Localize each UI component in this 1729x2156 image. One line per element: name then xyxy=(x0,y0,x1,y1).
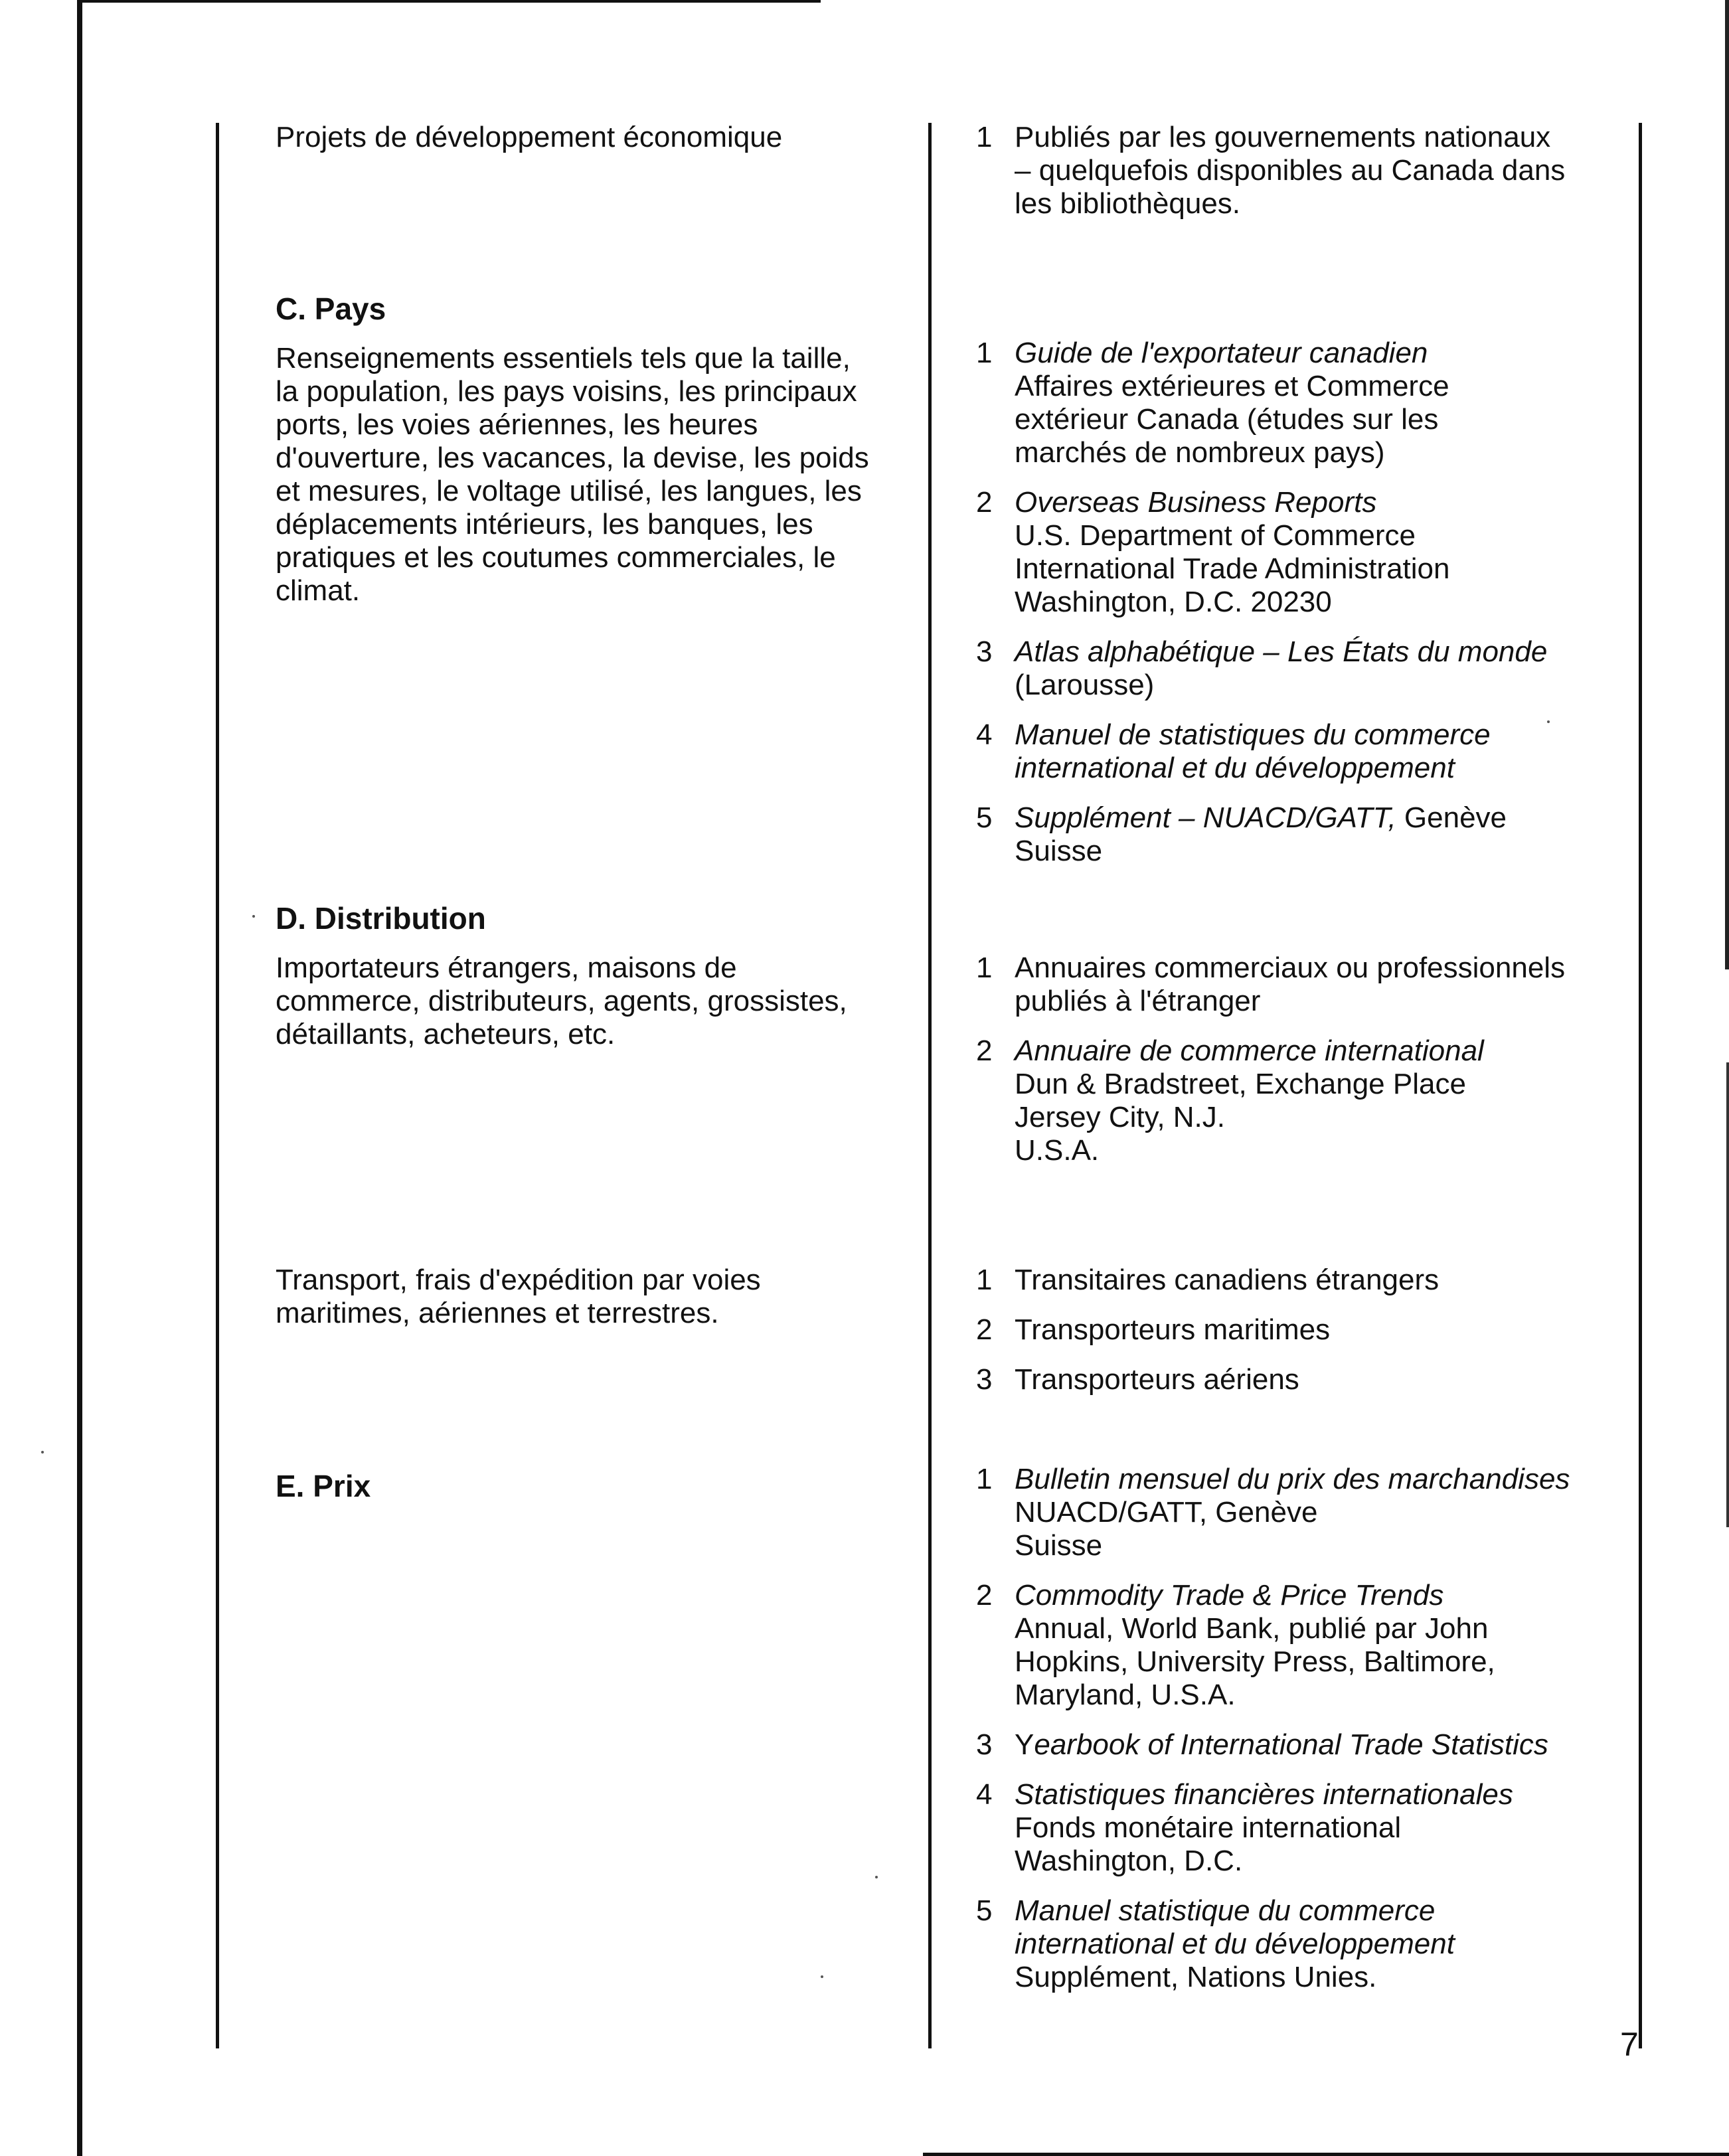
reference-item xyxy=(976,486,1587,619)
reference-line xyxy=(1015,187,1587,220)
reference-line xyxy=(1015,403,1587,436)
reference-line xyxy=(1015,121,1587,154)
reference-line xyxy=(1015,486,1587,519)
reference-text: Annual, World Bank, publié par John xyxy=(1015,1612,1489,1645)
reference-line xyxy=(1015,1928,1587,1961)
reference-item xyxy=(976,718,1587,785)
refs-prix xyxy=(976,1463,1587,2011)
reference-item xyxy=(976,1313,1587,1347)
reference-line xyxy=(1015,1728,1587,1762)
reference-number: 1 xyxy=(976,1463,993,1495)
reference-title: earbook of International Trade Statistics xyxy=(1034,1728,1548,1761)
reference-line xyxy=(1015,1845,1587,1878)
reference-line xyxy=(1015,1035,1587,1068)
reference-line xyxy=(1015,1612,1587,1645)
reference-number: 2 xyxy=(976,486,993,519)
reference-text: Washington, D.C. 20230 xyxy=(1015,586,1332,618)
section-heading-pays: C. Pays xyxy=(276,291,386,326)
distribution-description: Importateurs étrangers, maisons de commerce, distributeurs, agents, grossistes, détaillants, acheteurs, etc. xyxy=(276,952,847,1050)
reference-item xyxy=(976,337,1587,469)
reference-line xyxy=(1015,519,1587,552)
scan-edge-right-lower xyxy=(1726,1062,1729,1527)
scan-edge-top xyxy=(77,0,821,3)
scan-speck xyxy=(41,1451,44,1453)
reference-text: Transporteurs maritimes xyxy=(1015,1313,1331,1346)
reference-text: extérieur Canada (études sur les xyxy=(1015,403,1439,436)
reference-line xyxy=(1015,1679,1587,1712)
reference-line xyxy=(1015,718,1587,752)
reference-body xyxy=(1015,486,1587,619)
reference-text: Supplément, Nations Unies. xyxy=(1015,1961,1377,1993)
reference-line xyxy=(1015,1101,1587,1134)
reference-text: Washington, D.C. xyxy=(1015,1845,1243,1877)
reference-text: les bibliothèques. xyxy=(1015,187,1241,220)
reference-body xyxy=(1015,718,1587,785)
reference-body xyxy=(1015,1313,1587,1347)
reference-body xyxy=(1015,1035,1587,1167)
reference-text: Affaires extérieures et Commerce xyxy=(1015,370,1449,402)
reference-body xyxy=(1015,1463,1587,1562)
reference-number: 2 xyxy=(976,1313,993,1346)
reference-text: U.S. Department of Commerce xyxy=(1015,519,1416,552)
reference-text: marchés de nombreux pays) xyxy=(1015,436,1385,469)
reference-title: Bulletin mensuel du prix des marchandises xyxy=(1015,1463,1570,1495)
reference-line xyxy=(1015,635,1587,669)
reference-text: Jersey City, N.J. xyxy=(1015,1101,1226,1133)
reference-body xyxy=(1015,801,1587,868)
reference-line xyxy=(1015,370,1587,403)
reference-text: Fonds monétaire international xyxy=(1015,1811,1402,1844)
reference-text: Y xyxy=(1015,1728,1034,1761)
reference-number: 3 xyxy=(976,635,993,668)
reference-text: (Larousse) xyxy=(1015,669,1155,701)
reference-line xyxy=(1015,1529,1587,1562)
reference-line xyxy=(1015,1363,1587,1396)
reference-body xyxy=(1015,635,1587,702)
reference-text: Annuaires commerciaux ou professionnels xyxy=(1015,952,1566,984)
reference-title: Commodity Trade & Price Trends xyxy=(1015,1579,1444,1612)
section-heading-prix: E. Prix xyxy=(276,1469,371,1503)
reference-line xyxy=(1015,985,1587,1018)
reference-body xyxy=(1015,1264,1587,1297)
reference-text: Dun & Bradstreet, Exchange Place xyxy=(1015,1068,1466,1100)
reference-number: 3 xyxy=(976,1363,993,1396)
reference-number: 1 xyxy=(976,1264,993,1296)
reference-body xyxy=(1015,1894,1587,1994)
reference-number: 2 xyxy=(976,1035,993,1067)
reference-body xyxy=(1015,1778,1587,1878)
refs-transport xyxy=(976,1264,1587,1413)
reference-item xyxy=(976,1579,1587,1712)
reference-number: 4 xyxy=(976,718,993,751)
reference-text: Transporteurs aériens xyxy=(1015,1363,1299,1396)
reference-line xyxy=(1015,586,1587,619)
reference-text: Hopkins, University Press, Baltimore, xyxy=(1015,1645,1495,1678)
reference-title: Manuel statistique du commerce xyxy=(1015,1894,1436,1927)
transport-description: Transport, frais d'expédition par voies maritimes, aériennes et terrestres. xyxy=(276,1264,761,1329)
reference-text: – quelquefois disponibles au Canada dans xyxy=(1015,154,1566,187)
reference-body xyxy=(1015,1728,1587,1762)
reference-title: international et du développement xyxy=(1015,1928,1455,1960)
scan-speck xyxy=(821,1975,823,1978)
reference-text: publiés à l'étranger xyxy=(1015,985,1261,1017)
reference-line xyxy=(1015,1645,1587,1679)
reference-number: 1 xyxy=(976,952,993,984)
column-rule-left xyxy=(216,123,219,2048)
reference-number: 3 xyxy=(976,1728,993,1761)
reference-body xyxy=(1015,1579,1587,1712)
pays-description: Renseignements essentiels tels que la taille, la population, les pays voisins, les principaux ports, les voies aériennes, les heures d'ouverture, les vacances, la devise, les poids et mesures, le voltage utilisé, les langues, les déplacements intérieurs, les banques, les pratiques et les coutumes commerciales, le climat. xyxy=(276,342,869,607)
reference-line xyxy=(1015,436,1587,469)
reference-body xyxy=(1015,121,1587,220)
reference-line xyxy=(1015,1068,1587,1101)
reference-number: 5 xyxy=(976,801,993,834)
reference-item xyxy=(976,1463,1587,1562)
reference-line xyxy=(1015,1894,1587,1928)
reference-line xyxy=(1015,1961,1587,1994)
reference-item xyxy=(976,952,1587,1018)
reference-text: U.S.A. xyxy=(1015,1134,1100,1167)
reference-line xyxy=(1015,1811,1587,1845)
reference-number: 2 xyxy=(976,1579,993,1612)
reference-text: Publiés par les gouvernements nationaux xyxy=(1015,121,1551,153)
reference-title: Manuel de statistiques du commerce xyxy=(1015,718,1491,751)
scan-speck xyxy=(875,1876,878,1878)
column-rule-middle xyxy=(928,123,932,2048)
reference-item xyxy=(976,1264,1587,1297)
reference-title: Overseas Business Reports xyxy=(1015,486,1377,519)
refs-projets xyxy=(976,121,1587,237)
reference-text: Genève xyxy=(1396,801,1507,834)
reference-text: NUACD/GATT, Genève xyxy=(1015,1496,1318,1529)
scan-edge-right xyxy=(1725,0,1729,969)
reference-line xyxy=(1015,154,1587,187)
reference-line xyxy=(1015,1264,1587,1297)
page-number: 7 xyxy=(1620,2026,1639,2063)
scan-edge-left xyxy=(77,0,82,2156)
reference-title: Statistiques financières internationales xyxy=(1015,1778,1513,1811)
column-rule-right xyxy=(1639,123,1642,2048)
reference-item xyxy=(976,801,1587,868)
reference-line xyxy=(1015,752,1587,785)
section-heading-distribution: D. Distribution xyxy=(276,901,486,936)
reference-number: 4 xyxy=(976,1778,993,1811)
scan-speck xyxy=(252,915,255,918)
reference-body xyxy=(1015,1363,1587,1396)
reference-title: Atlas alphabétique – Les États du monde xyxy=(1015,635,1548,668)
reference-item xyxy=(976,1778,1587,1878)
reference-line xyxy=(1015,1313,1587,1347)
reference-title: Annuaire de commerce international xyxy=(1015,1035,1484,1067)
reference-line xyxy=(1015,952,1587,985)
refs-pays xyxy=(976,337,1587,884)
reference-line xyxy=(1015,1463,1587,1496)
reference-item xyxy=(976,635,1587,702)
reference-line xyxy=(1015,1579,1587,1612)
reference-line xyxy=(1015,669,1587,702)
reference-item xyxy=(976,1363,1587,1396)
reference-item xyxy=(976,1894,1587,1994)
reference-line xyxy=(1015,1496,1587,1529)
reference-title: Guide de l'exportateur canadien xyxy=(1015,337,1428,369)
reference-number: 1 xyxy=(976,337,993,369)
reference-line xyxy=(1015,1778,1587,1811)
reference-line xyxy=(1015,1134,1587,1167)
reference-item xyxy=(976,1728,1587,1762)
reference-line xyxy=(1015,337,1587,370)
reference-text: International Trade Administration xyxy=(1015,552,1450,585)
reference-title: international et du développement xyxy=(1015,752,1455,784)
reference-line xyxy=(1015,552,1587,586)
reference-item xyxy=(976,121,1587,220)
refs-distribution xyxy=(976,952,1587,1184)
reference-text: Suisse xyxy=(1015,835,1103,867)
reference-text: Maryland, U.S.A. xyxy=(1015,1679,1236,1711)
reference-body xyxy=(1015,952,1587,1018)
reference-number: 5 xyxy=(976,1894,993,1927)
reference-line xyxy=(1015,835,1587,868)
projets-topic: Projets de développement économique xyxy=(276,121,783,153)
scan-edge-bottom xyxy=(923,2153,1729,2156)
reference-item xyxy=(976,1035,1587,1167)
reference-line xyxy=(1015,801,1587,835)
reference-title: Supplément – NUACD/GATT, xyxy=(1015,801,1396,834)
reference-number: 1 xyxy=(976,121,993,153)
reference-text: Suisse xyxy=(1015,1529,1103,1562)
reference-body xyxy=(1015,337,1587,469)
scan-speck xyxy=(1547,720,1550,723)
reference-text: Transitaires canadiens étrangers xyxy=(1015,1264,1440,1296)
